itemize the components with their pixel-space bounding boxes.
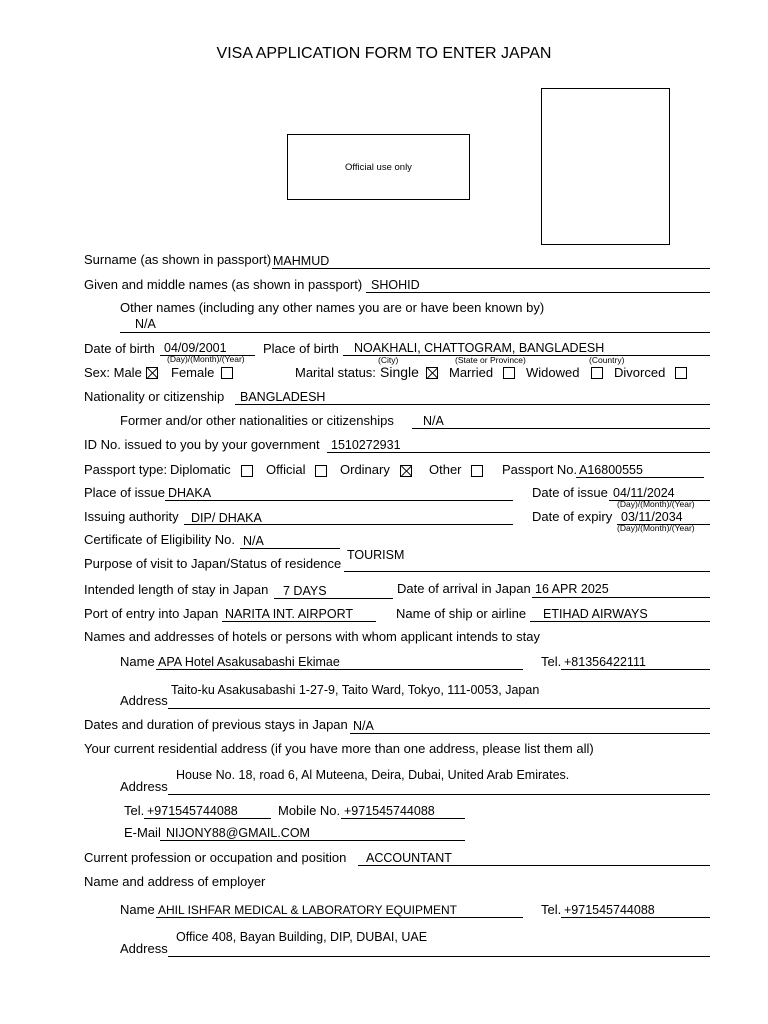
- dob-label: Date of birth: [84, 341, 155, 356]
- former-nationalities-value[interactable]: N/A: [423, 414, 444, 428]
- date-of-issue-label: Date of issue: [532, 485, 608, 500]
- issuing-authority-value[interactable]: DIP/ DHAKA: [191, 511, 262, 525]
- hotels-label: Names and addresses of hotels or persons with whom applicant intends to stay: [84, 629, 540, 644]
- dob-value[interactable]: 04/09/2001: [164, 341, 227, 355]
- marital-married-checkbox[interactable]: [503, 367, 515, 379]
- former-nationalities-line: [412, 428, 710, 429]
- passport-other-label: Other: [429, 462, 462, 477]
- passport-ordinary-label: Ordinary: [340, 462, 390, 477]
- date-of-issue-value[interactable]: 04/11/2024: [613, 486, 675, 500]
- dob-format-hint: (Day)/(Month)/(Year): [167, 354, 245, 364]
- email-value[interactable]: NIJONY88@GMAIL.COM: [166, 826, 310, 840]
- coe-value[interactable]: N/A: [243, 534, 264, 548]
- current-address-value[interactable]: House No. 18, road 6, Al Muteena, Deira, Dubai, United Arab Emirates.: [176, 768, 570, 782]
- employer-address-value[interactable]: Office 408, Bayan Building, DIP, DUBAI, UAE: [176, 930, 428, 944]
- date-of-expiry-label: Date of expiry: [532, 509, 613, 524]
- given-names-value[interactable]: SHOHID: [371, 278, 420, 292]
- passport-official-label: Official: [266, 462, 306, 477]
- surname-label: Surname (as shown in passport): [84, 252, 272, 267]
- purpose-label: Purpose of visit to Japan/Status of residence: [84, 556, 342, 571]
- former-nationalities-label: Former and/or other nationalities or citizenships: [120, 413, 394, 428]
- mobile-value[interactable]: +971545744088: [344, 804, 435, 818]
- place-of-issue-label: Place of issue: [84, 485, 165, 500]
- issuing-authority-label: Issuing authority: [84, 509, 179, 524]
- phone-line: [144, 818, 271, 819]
- passport-number-value[interactable]: A16800555: [579, 463, 643, 477]
- place-of-issue-value[interactable]: DHAKA: [168, 486, 212, 500]
- date-of-expiry-value[interactable]: 03/11/2034: [621, 510, 683, 524]
- previous-stays-value[interactable]: N/A: [353, 719, 374, 733]
- official-use-label: Official use only: [345, 161, 412, 173]
- place-of-issue-line: [165, 500, 513, 501]
- id-number-value[interactable]: 1510272931: [331, 438, 401, 452]
- profession-label: Current profession or occupation and position: [84, 850, 347, 865]
- sex-female-label: Female: [171, 365, 215, 380]
- sex-female-checkbox[interactable]: [221, 367, 233, 379]
- ship-airline-label: Name of ship or airline: [396, 606, 527, 621]
- previous-stays-label: Dates and duration of previous stays in Japan: [84, 717, 348, 732]
- employer-name-line: [156, 917, 523, 918]
- passport-diplomatic-label: Diplomatic: [170, 462, 231, 477]
- port-of-entry-line: [222, 621, 376, 622]
- nationality-line: [235, 404, 710, 405]
- email-line: [160, 840, 465, 841]
- employer-address-line: [168, 956, 710, 957]
- length-of-stay-value[interactable]: 7 DAYS: [283, 584, 327, 598]
- pob-value[interactable]: NOAKHALI, CHATTOGRAM, BANGLADESH: [354, 341, 605, 355]
- current-address-line: [168, 794, 710, 795]
- employer-tel-value[interactable]: +971545744088: [564, 903, 655, 917]
- other-names-label: Other names (including any other names you are or have been known by): [120, 300, 545, 315]
- hotel-tel-value[interactable]: +81356422111: [564, 655, 646, 669]
- length-of-stay-line: [274, 598, 393, 599]
- passport-official-checkbox[interactable]: [315, 465, 327, 477]
- phone-label: Tel.: [124, 803, 145, 818]
- hotel-name-value[interactable]: APA Hotel Asakusabashi Ekimae: [158, 655, 340, 669]
- ship-airline-value[interactable]: ETIHAD AIRWAYS: [543, 607, 648, 621]
- id-number-line: [327, 452, 710, 453]
- date-of-issue-format-hint: (Day)/(Month)/(Year): [617, 499, 695, 509]
- email-label: E-Mail: [124, 825, 161, 840]
- nationality-label: Nationality or citizenship: [84, 389, 225, 404]
- profession-value[interactable]: ACCOUNTANT: [366, 851, 452, 865]
- hotel-address-label: Address: [120, 693, 168, 708]
- form-title: VISA APPLICATION FORM TO ENTER JAPAN: [216, 45, 552, 62]
- previous-stays-line: [350, 733, 710, 734]
- employer-tel-label: Tel.: [541, 902, 562, 917]
- hotel-name-label: Name: [120, 654, 155, 669]
- current-address-address-label: Address: [120, 779, 168, 794]
- employer-label: Name and address of employer: [84, 874, 266, 889]
- coe-label: Certificate of Eligibility No.: [84, 532, 235, 547]
- sex-male-checkbox[interactable]: [146, 367, 158, 379]
- surname-line: [272, 268, 710, 269]
- passport-diplomatic-checkbox[interactable]: [241, 465, 253, 477]
- pob-country-hint: (Country): [589, 355, 625, 365]
- employer-tel-line: [561, 917, 710, 918]
- date-of-arrival-line: [532, 597, 710, 598]
- date-of-arrival-value[interactable]: 16 APR 2025: [535, 582, 609, 596]
- passport-type-label: Passport type:: [84, 462, 168, 477]
- purpose-line: [344, 571, 710, 572]
- sex-label: Sex: Male: [84, 365, 142, 380]
- marital-married-label: Married: [449, 365, 494, 380]
- employer-name-label: Name: [120, 902, 155, 917]
- mobile-label: Mobile No.: [278, 803, 341, 818]
- mobile-line: [341, 818, 465, 819]
- hotel-tel-label: Tel.: [541, 654, 562, 669]
- hotel-tel-line: [561, 669, 710, 670]
- marital-divorced-checkbox[interactable]: [675, 367, 687, 379]
- surname-value[interactable]: MAHMUD: [273, 254, 330, 268]
- marital-widowed-checkbox[interactable]: [591, 367, 603, 379]
- port-of-entry-value[interactable]: NARITA INT. AIRPORT: [225, 607, 354, 621]
- hotel-address-value[interactable]: Taito-ku Asakusabashi 1-27-9, Taito Ward, Tokyo, 111-0053, Japan: [171, 683, 540, 697]
- marital-single-checkbox[interactable]: [426, 367, 438, 379]
- marital-single-label: Single: [380, 364, 419, 380]
- purpose-value[interactable]: TOURISM: [347, 548, 405, 562]
- issuing-authority-line: [184, 524, 513, 525]
- length-of-stay-label: Intended length of stay in Japan: [84, 582, 269, 597]
- port-of-entry-label: Port of entry into Japan: [84, 606, 219, 621]
- employer-name-value[interactable]: AHIL ISHFAR MEDICAL & LABORATORY EQUIPMENT: [158, 903, 457, 917]
- marital-divorced-label: Divorced: [614, 365, 666, 380]
- pob-label: Place of birth: [263, 341, 339, 356]
- other-names-value[interactable]: N/A: [135, 317, 156, 331]
- other-names-line: [120, 332, 710, 333]
- date-of-expiry-format-hint: (Day)/(Month)/(Year): [617, 523, 695, 533]
- passport-number-line: [576, 477, 704, 478]
- current-address-label: Your current residential address (if you have more than one address, please list them all): [84, 741, 594, 756]
- given-names-label: Given and middle names (as shown in passport): [84, 277, 363, 292]
- passport-number-label: Passport No.: [502, 462, 578, 477]
- passport-other-checkbox[interactable]: [471, 465, 483, 477]
- hotel-name-line: [156, 669, 523, 670]
- given-names-line: [366, 292, 710, 293]
- id-number-label: ID No. issued to you by your government: [84, 437, 320, 452]
- photo-box: [541, 88, 670, 245]
- employer-address-label: Address: [120, 941, 168, 956]
- pob-state-hint: (State or Province): [455, 355, 526, 365]
- profession-line: [358, 865, 710, 866]
- ship-airline-line: [530, 621, 710, 622]
- hotel-address-line: [168, 708, 710, 709]
- official-use-box: [287, 134, 470, 200]
- nationality-value[interactable]: BANGLADESH: [240, 390, 326, 404]
- marital-widowed-label: Widowed: [526, 365, 580, 380]
- pob-city-hint: (City): [378, 355, 399, 365]
- phone-value[interactable]: +971545744088: [147, 804, 238, 818]
- date-of-arrival-label: Date of arrival in Japan: [397, 581, 531, 596]
- marital-status-label: Marital status:: [295, 365, 376, 380]
- coe-line: [240, 548, 340, 549]
- passport-ordinary-checkbox[interactable]: [400, 465, 412, 477]
